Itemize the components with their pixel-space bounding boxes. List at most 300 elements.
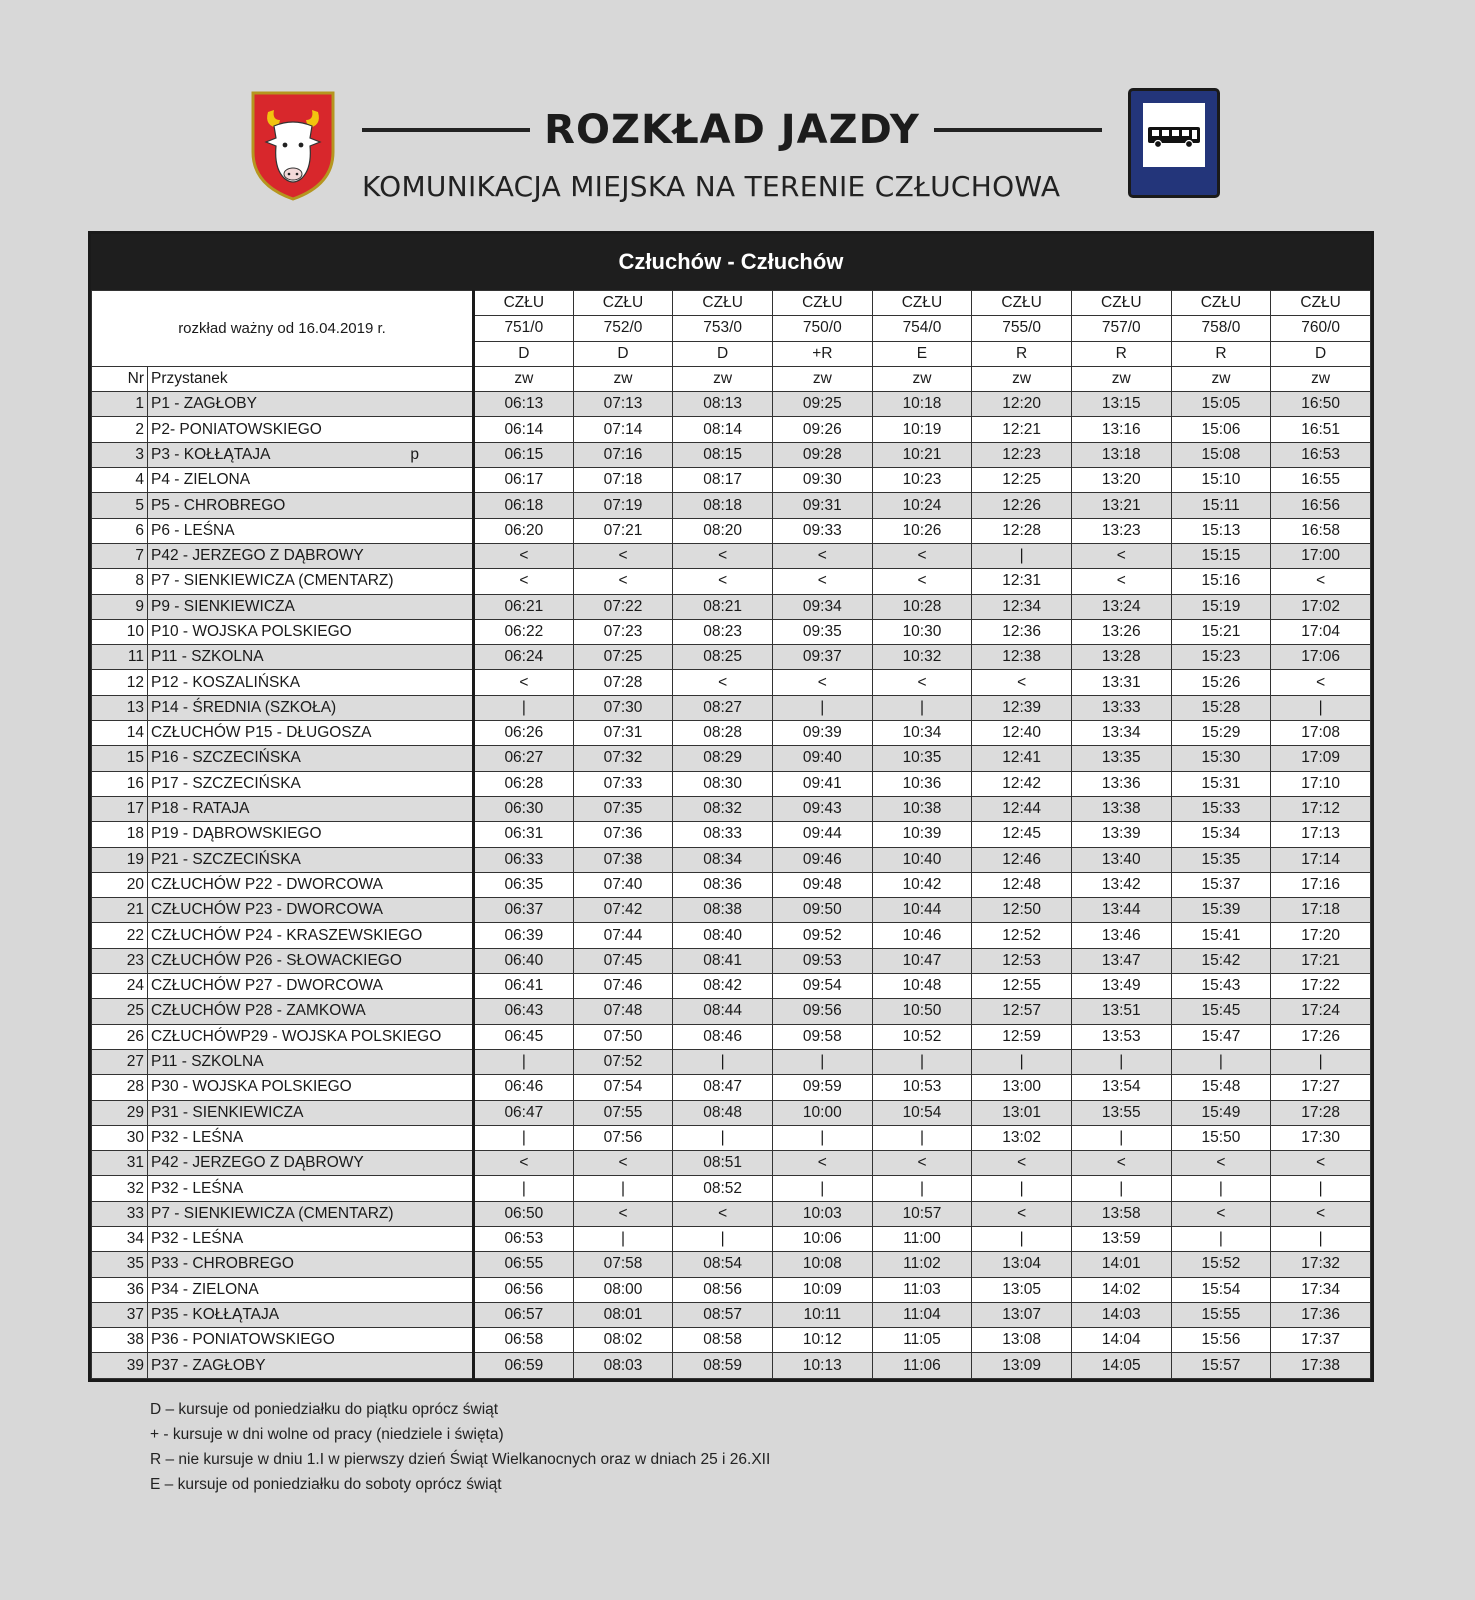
table-row: [92, 923, 1371, 948]
departure-time: 13:15: [1071, 392, 1171, 417]
departure-time: 08:13: [673, 392, 773, 417]
course-type: zw: [972, 366, 1072, 391]
course-code: 755/0: [972, 316, 1072, 341]
departure-time: 07:50: [573, 1024, 673, 1049]
departure-time: <: [1271, 670, 1371, 695]
departure-time: 15:35: [1171, 847, 1271, 872]
departure-time: 09:59: [772, 1075, 872, 1100]
departure-time: <: [772, 1151, 872, 1176]
stop-name-cell: P4 - ZIELONA: [148, 468, 474, 493]
departure-time: 06:35: [474, 872, 574, 897]
stop-number: 17: [92, 796, 148, 821]
departure-time: |: [872, 695, 972, 720]
departure-time: 08:58: [673, 1328, 773, 1353]
departure-time: 15:06: [1171, 417, 1271, 442]
departure-time: 09:53: [772, 948, 872, 973]
departure-time: 09:33: [772, 518, 872, 543]
departure-time: 08:34: [673, 847, 773, 872]
departure-time: 11:03: [872, 1277, 972, 1302]
stop-number: 18: [92, 822, 148, 847]
table-row: [92, 898, 1371, 923]
departure-time: 12:38: [972, 645, 1072, 670]
departure-time: 12:28: [972, 518, 1072, 543]
departure-time: 17:12: [1271, 796, 1371, 821]
stop-name-cell: CZŁUCHÓW P28 - ZAMKOWA: [148, 999, 474, 1024]
departure-time: 15:56: [1171, 1328, 1271, 1353]
table-row: [92, 1328, 1371, 1353]
table-row: [92, 974, 1371, 999]
table-row: [92, 1125, 1371, 1150]
departure-time: |: [673, 1226, 773, 1251]
departure-time: 08:27: [673, 695, 773, 720]
departure-time: 07:48: [573, 999, 673, 1024]
departure-time: 17:20: [1271, 923, 1371, 948]
departure-time: 08:48: [673, 1100, 773, 1125]
departure-time: 10:35: [872, 746, 972, 771]
departure-time: 15:30: [1171, 746, 1271, 771]
page-header: [0, 0, 1475, 220]
departure-time: 17:36: [1271, 1302, 1371, 1327]
departure-time: 11:06: [872, 1353, 972, 1378]
departure-time: 09:39: [772, 721, 872, 746]
table-row: [92, 796, 1371, 821]
departure-time: 14:04: [1071, 1328, 1171, 1353]
departure-time: 13:26: [1071, 619, 1171, 644]
departure-time: |: [872, 1125, 972, 1150]
departure-time: 17:18: [1271, 898, 1371, 923]
departure-time: 12:55: [972, 974, 1072, 999]
departure-time: 06:15: [474, 442, 574, 467]
page-subtitle: KOMUNIKACJA MIEJSKA NA TERENIE CZŁUCHOWA: [362, 170, 1061, 203]
stop-name-cell: P2- PONIATOWSKIEGO: [148, 417, 474, 442]
departure-time: 07:38: [573, 847, 673, 872]
departure-time: 06:31: [474, 822, 574, 847]
departure-time: |: [474, 1049, 574, 1074]
table-row: [92, 1100, 1371, 1125]
departure-time: 17:10: [1271, 771, 1371, 796]
course-mark: R: [1071, 341, 1171, 366]
departure-time: 11:04: [872, 1302, 972, 1327]
table-row: [92, 872, 1371, 897]
departure-time: 09:56: [772, 999, 872, 1024]
stop-number: 23: [92, 948, 148, 973]
stop-number: 19: [92, 847, 148, 872]
departure-time: 07:35: [573, 796, 673, 821]
departure-time: 08:21: [673, 594, 773, 619]
departure-time: 15:47: [1171, 1024, 1271, 1049]
departure-time: 07:13: [573, 392, 673, 417]
departure-time: 11:05: [872, 1328, 972, 1353]
departure-time: 06:13: [474, 392, 574, 417]
departure-time: 17:08: [1271, 721, 1371, 746]
title-row: [362, 100, 1102, 160]
course-type: zw: [1271, 366, 1371, 391]
stop-number: 32: [92, 1176, 148, 1201]
departure-time: |: [1271, 1226, 1371, 1251]
table-row: [92, 1201, 1371, 1226]
departure-time: 10:30: [872, 619, 972, 644]
departure-time: 13:34: [1071, 721, 1171, 746]
legend-item: + - kursuje w dni wolne od pracy (niedziele i święta): [150, 1426, 504, 1443]
stop-number: 10: [92, 619, 148, 644]
departure-time: 07:30: [573, 695, 673, 720]
departure-time: 07:54: [573, 1075, 673, 1100]
departure-time: 12:21: [972, 417, 1072, 442]
course-type: zw: [1171, 366, 1271, 391]
stop-number: 3: [92, 442, 148, 467]
legend-item: E – kursuje od poniedziałku do soboty oprócz świąt: [150, 1476, 502, 1493]
departure-time: |: [573, 1226, 673, 1251]
course-line: CZŁU: [772, 291, 872, 316]
course-line: CZŁU: [474, 291, 574, 316]
stop-number: 33: [92, 1201, 148, 1226]
departure-time: 10:00: [772, 1100, 872, 1125]
departure-time: 15:43: [1171, 974, 1271, 999]
departure-time: 09:54: [772, 974, 872, 999]
departure-time: 15:52: [1171, 1252, 1271, 1277]
stop-number: 37: [92, 1302, 148, 1327]
departure-time: 10:50: [872, 999, 972, 1024]
departure-time: 10:54: [872, 1100, 972, 1125]
departure-time: 07:21: [573, 518, 673, 543]
departure-time: |: [474, 695, 574, 720]
departure-time: 13:24: [1071, 594, 1171, 619]
departure-time: 10:48: [872, 974, 972, 999]
table-row: [92, 645, 1371, 670]
departure-time: <: [872, 543, 972, 568]
table-row: [92, 822, 1371, 847]
departure-time: 13:21: [1071, 493, 1171, 518]
course-code: 750/0: [772, 316, 872, 341]
departure-time: 08:46: [673, 1024, 773, 1049]
departure-time: 06:41: [474, 974, 574, 999]
table-row: [92, 1024, 1371, 1049]
departure-time: 07:44: [573, 923, 673, 948]
departure-time: 06:53: [474, 1226, 574, 1251]
departure-time: 07:33: [573, 771, 673, 796]
course-mark: D: [1271, 341, 1371, 366]
departure-time: <: [573, 1151, 673, 1176]
course-mark: R: [1171, 341, 1271, 366]
departure-time: 08:02: [573, 1328, 673, 1353]
table-row: [92, 1151, 1371, 1176]
departure-time: 15:42: [1171, 948, 1271, 973]
stop-number: 21: [92, 898, 148, 923]
departure-time: 17:38: [1271, 1353, 1371, 1378]
departure-time: 12:31: [972, 569, 1072, 594]
departure-time: 15:29: [1171, 721, 1271, 746]
departure-time: 12:41: [972, 746, 1072, 771]
departure-time: 10:18: [872, 392, 972, 417]
stop-number: 22: [92, 923, 148, 948]
departure-time: |: [872, 1049, 972, 1074]
departure-time: 15:50: [1171, 1125, 1271, 1150]
departure-time: 06:21: [474, 594, 574, 619]
course-line: CZŁU: [1171, 291, 1271, 316]
stop-name-wrap: [151, 446, 469, 464]
departure-time: 09:37: [772, 645, 872, 670]
departure-time: 13:07: [972, 1302, 1072, 1327]
departure-time: 12:59: [972, 1024, 1072, 1049]
departure-time: 16:50: [1271, 392, 1371, 417]
departure-time: <: [772, 670, 872, 695]
departure-time: 08:29: [673, 746, 773, 771]
departure-time: 13:16: [1071, 417, 1171, 442]
departure-time: 08:57: [673, 1302, 773, 1327]
stop-number: 15: [92, 746, 148, 771]
departure-time: 15:48: [1171, 1075, 1271, 1100]
table-row: [92, 670, 1371, 695]
departure-time: 09:31: [772, 493, 872, 518]
departure-time: 08:38: [673, 898, 773, 923]
departure-time: 13:31: [1071, 670, 1171, 695]
departure-time: 07:25: [573, 645, 673, 670]
departure-time: 07:32: [573, 746, 673, 771]
departure-time: 07:36: [573, 822, 673, 847]
stop-name-cell: P11 - SZKOLNA: [148, 645, 474, 670]
departure-time: 14:03: [1071, 1302, 1171, 1327]
departure-time: 15:54: [1171, 1277, 1271, 1302]
departure-time: 16:58: [1271, 518, 1371, 543]
departure-time: 15:16: [1171, 569, 1271, 594]
departure-time: 13:00: [972, 1075, 1072, 1100]
course-code: 758/0: [1171, 316, 1271, 341]
departure-time: 07:31: [573, 721, 673, 746]
departure-time: 10:44: [872, 898, 972, 923]
course-code: 752/0: [573, 316, 673, 341]
stop-number: 1: [92, 392, 148, 417]
stop-name-cell: P17 - SZCZECIŃSKA: [148, 771, 474, 796]
departure-time: 06:40: [474, 948, 574, 973]
departure-time: |: [1171, 1226, 1271, 1251]
stop-name-cell: P34 - ZIELONA: [148, 1277, 474, 1302]
table-row: [92, 1252, 1371, 1277]
departure-time: <: [1171, 1151, 1271, 1176]
departure-time: <: [673, 670, 773, 695]
table-row: [92, 1176, 1371, 1201]
bus-sign-plate: [1143, 103, 1205, 167]
stop-number: 7: [92, 543, 148, 568]
departure-time: 10:32: [872, 645, 972, 670]
course-type: zw: [872, 366, 972, 391]
departure-time: <: [872, 569, 972, 594]
departure-time: <: [474, 1151, 574, 1176]
course-type: zw: [573, 366, 673, 391]
departure-time: |: [1271, 1049, 1371, 1074]
departure-time: 09:52: [772, 923, 872, 948]
departure-time: 08:03: [573, 1353, 673, 1378]
departure-time: 11:02: [872, 1252, 972, 1277]
stop-number: 5: [92, 493, 148, 518]
stop-number: 28: [92, 1075, 148, 1100]
departure-time: 12:36: [972, 619, 1072, 644]
departure-time: 12:46: [972, 847, 1072, 872]
course-type: zw: [673, 366, 773, 391]
departure-time: 13:36: [1071, 771, 1171, 796]
departure-time: <: [474, 670, 574, 695]
departure-time: <: [972, 670, 1072, 695]
departure-time: 08:18: [673, 493, 773, 518]
course-code: 753/0: [673, 316, 773, 341]
departure-time: 13:20: [1071, 468, 1171, 493]
departure-time: 17:30: [1271, 1125, 1371, 1150]
departure-time: 13:55: [1071, 1100, 1171, 1125]
departure-time: 06:27: [474, 746, 574, 771]
departure-time: 15:49: [1171, 1100, 1271, 1125]
departure-time: 10:57: [872, 1201, 972, 1226]
legend-item: D – kursuje od poniedziałku do piątku oprócz świąt: [150, 1401, 499, 1418]
stop-number: 24: [92, 974, 148, 999]
title-rule-right: [934, 128, 1102, 132]
departure-time: 08:51: [673, 1151, 773, 1176]
departure-time: 15:11: [1171, 493, 1271, 518]
departure-time: 17:24: [1271, 999, 1371, 1024]
departure-time: 12:57: [972, 999, 1072, 1024]
stop-name-cell: P21 - SZCZECIŃSKA: [148, 847, 474, 872]
table-row: [92, 468, 1371, 493]
table-row: [92, 721, 1371, 746]
stop-name-cell: P37 - ZAGŁOBY: [148, 1353, 474, 1378]
departure-time: 07:40: [573, 872, 673, 897]
departure-time: |: [872, 1176, 972, 1201]
bus-icon: [1143, 103, 1205, 167]
departure-time: 08:33: [673, 822, 773, 847]
departure-time: 09:40: [772, 746, 872, 771]
departure-time: 13:47: [1071, 948, 1171, 973]
departure-time: 07:56: [573, 1125, 673, 1150]
title-rule-left: [362, 128, 530, 132]
table-row: [92, 543, 1371, 568]
departure-time: 09:35: [772, 619, 872, 644]
departure-time: 12:40: [972, 721, 1072, 746]
table-row: [92, 1353, 1371, 1378]
stop-name-cell: P11 - SZKOLNA: [148, 1049, 474, 1074]
legend-item: R – nie kursuje w dniu 1.I w pierwszy dzień Świąt Wielkanocnych oraz w dniach 25 i 26.XII: [150, 1451, 771, 1468]
departure-time: <: [573, 1201, 673, 1226]
departure-time: <: [1071, 1151, 1171, 1176]
departure-time: 06:50: [474, 1201, 574, 1226]
departure-time: 15:37: [1171, 872, 1271, 897]
departure-time: 09:34: [772, 594, 872, 619]
departure-time: 08:47: [673, 1075, 773, 1100]
stop-name-cell: CZŁUCHÓW P26 - SŁOWACKIEGO: [148, 948, 474, 973]
departure-time: |: [573, 1176, 673, 1201]
departure-time: 16:51: [1271, 417, 1371, 442]
departure-time: 08:14: [673, 417, 773, 442]
stop-number: 20: [92, 872, 148, 897]
stop-number: 2: [92, 417, 148, 442]
departure-time: 17:13: [1271, 822, 1371, 847]
departure-time: 08:17: [673, 468, 773, 493]
stop-number: 14: [92, 721, 148, 746]
departure-time: |: [1071, 1049, 1171, 1074]
departure-time: 07:16: [573, 442, 673, 467]
stop-name-cell: P19 - DĄBROWSKIEGO: [148, 822, 474, 847]
departure-time: 08:40: [673, 923, 773, 948]
departure-time: 17:26: [1271, 1024, 1371, 1049]
departure-time: 10:09: [772, 1277, 872, 1302]
departure-time: 12:39: [972, 695, 1072, 720]
departure-time: 07:23: [573, 619, 673, 644]
departure-time: 12:53: [972, 948, 1072, 973]
stop-name-cell: CZŁUCHÓW P15 - DŁUGOSZA: [148, 721, 474, 746]
course-mark: R: [972, 341, 1072, 366]
departure-time: 13:58: [1071, 1201, 1171, 1226]
stop-number: 12: [92, 670, 148, 695]
stop-number: 25: [92, 999, 148, 1024]
departure-time: 10:06: [772, 1226, 872, 1251]
departure-time: 14:05: [1071, 1353, 1171, 1378]
departure-time: 10:23: [872, 468, 972, 493]
departure-time: 10:08: [772, 1252, 872, 1277]
departure-time: 13:53: [1071, 1024, 1171, 1049]
departure-time: 10:46: [872, 923, 972, 948]
departure-time: 06:24: [474, 645, 574, 670]
departure-time: <: [772, 543, 872, 568]
header-row-columns: [92, 366, 1371, 391]
table-row: [92, 746, 1371, 771]
departure-time: 10:34: [872, 721, 972, 746]
table-row: [92, 392, 1371, 417]
departure-time: 13:05: [972, 1277, 1072, 1302]
departure-time: 17:21: [1271, 948, 1371, 973]
stop-name-cell: CZŁUCHÓW P23 - DWORCOWA: [148, 898, 474, 923]
departure-time: 06:56: [474, 1277, 574, 1302]
departure-time: 13:33: [1071, 695, 1171, 720]
departure-time: 09:44: [772, 822, 872, 847]
table-row: [92, 619, 1371, 644]
departure-time: 13:02: [972, 1125, 1072, 1150]
departure-time: |: [1271, 695, 1371, 720]
departure-time: 10:36: [872, 771, 972, 796]
departure-time: 07:18: [573, 468, 673, 493]
stop-name-cell: P7 - SIENKIEWICZA (CMENTARZ): [148, 1201, 474, 1226]
departure-time: |: [972, 1226, 1072, 1251]
departure-time: 09:46: [772, 847, 872, 872]
stop-name-cell: P32 - LEŚNA: [148, 1226, 474, 1251]
course-code: 754/0: [872, 316, 972, 341]
departure-time: 06:18: [474, 493, 574, 518]
stop-name-cell: P14 - ŚREDNIA (SZKOŁA): [148, 695, 474, 720]
departure-time: 13:44: [1071, 898, 1171, 923]
departure-time: 13:46: [1071, 923, 1171, 948]
stop-name-cell: P32 - LEŚNA: [148, 1125, 474, 1150]
table-row: [92, 948, 1371, 973]
departure-time: 12:44: [972, 796, 1072, 821]
departure-time: 17:06: [1271, 645, 1371, 670]
stop-name-cell: P35 - KOŁŁĄTAJA: [148, 1302, 474, 1327]
departure-time: 07:46: [573, 974, 673, 999]
departure-time: 09:50: [772, 898, 872, 923]
departure-time: 06:33: [474, 847, 574, 872]
departure-time: 06:22: [474, 619, 574, 644]
departure-time: |: [673, 1125, 773, 1150]
departure-time: <: [573, 543, 673, 568]
departure-time: 06:47: [474, 1100, 574, 1125]
departure-time: 12:52: [972, 923, 1072, 948]
departure-time: 12:23: [972, 442, 1072, 467]
stop-name-cell: P7 - SIENKIEWICZA (CMENTARZ): [148, 569, 474, 594]
departure-time: <: [474, 569, 574, 594]
course-line: CZŁU: [673, 291, 773, 316]
stop-name-cell: P9 - SIENKIEWICZA: [148, 594, 474, 619]
departure-time: 13:08: [972, 1328, 1072, 1353]
departure-time: 06:26: [474, 721, 574, 746]
course-type: zw: [474, 366, 574, 391]
departure-time: 08:15: [673, 442, 773, 467]
departure-time: 15:19: [1171, 594, 1271, 619]
departure-time: 12:25: [972, 468, 1072, 493]
